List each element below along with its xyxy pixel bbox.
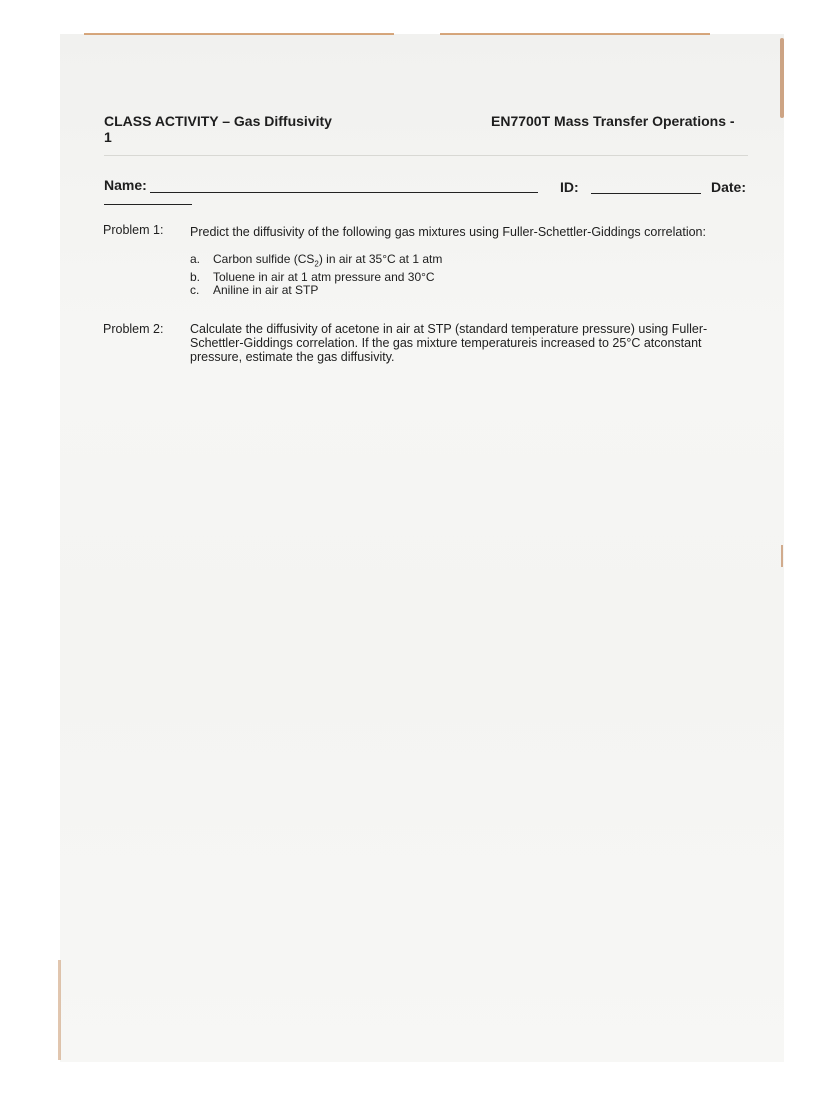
problem1-text: Predict the diffusivity of the following gas mixtures using Fuller-Schettler-Giddings correlation: — [190, 225, 706, 239]
problem1-items — [190, 253, 442, 298]
problem1-label: Problem 1: — [103, 223, 164, 237]
paper-edge-right — [780, 38, 784, 118]
paper-sheet — [60, 34, 784, 1062]
date-label: Date: — [711, 179, 747, 195]
item-marker: c. — [190, 283, 200, 298]
list-item — [190, 253, 442, 271]
item-text: Carbon sulfide $(CS_2)$ in air at 35°C at 1 atm — [213, 252, 443, 269]
header-divider — [104, 155, 748, 156]
paper-edge-left — [58, 960, 61, 1060]
id-label: ID: — [560, 179, 579, 195]
paper-edge-top-right — [440, 33, 710, 35]
list-item — [190, 284, 442, 298]
list-item — [190, 271, 442, 285]
paper-edge-top — [84, 33, 394, 35]
id-field-line[interactable] — [591, 193, 701, 194]
item-marker: a. — [190, 252, 201, 266]
item-text: Toluene in air at 1 atm pressure and 30°C — [213, 269, 435, 284]
problem2-text: Calculate the diffusivity of acetone in air at STP (standard temperature pressure) using Fuller-Schettler-Giddings correlation. If the gas mixture temperatureis increased to 25°C atconstant pressure, estimate the gas diffusivity. — [190, 322, 708, 364]
course-title: EN7700T Mass Transfer Operations - — [491, 113, 735, 129]
document-title — [104, 113, 332, 145]
item-marker: b. — [190, 269, 201, 284]
item-text: Aniline in air at STP — [213, 283, 319, 298]
title-suffix: 1 — [104, 129, 112, 145]
title-text: CLASS ACTIVITY – Gas Diffusivity — [104, 113, 332, 129]
problem2-label: Problem 2: — [103, 322, 164, 336]
paper-edge-right-lower — [781, 545, 783, 567]
name-field-line-continued[interactable] — [104, 204, 192, 205]
name-field-line[interactable] — [150, 192, 538, 193]
name-label: Name: — [104, 177, 147, 193]
